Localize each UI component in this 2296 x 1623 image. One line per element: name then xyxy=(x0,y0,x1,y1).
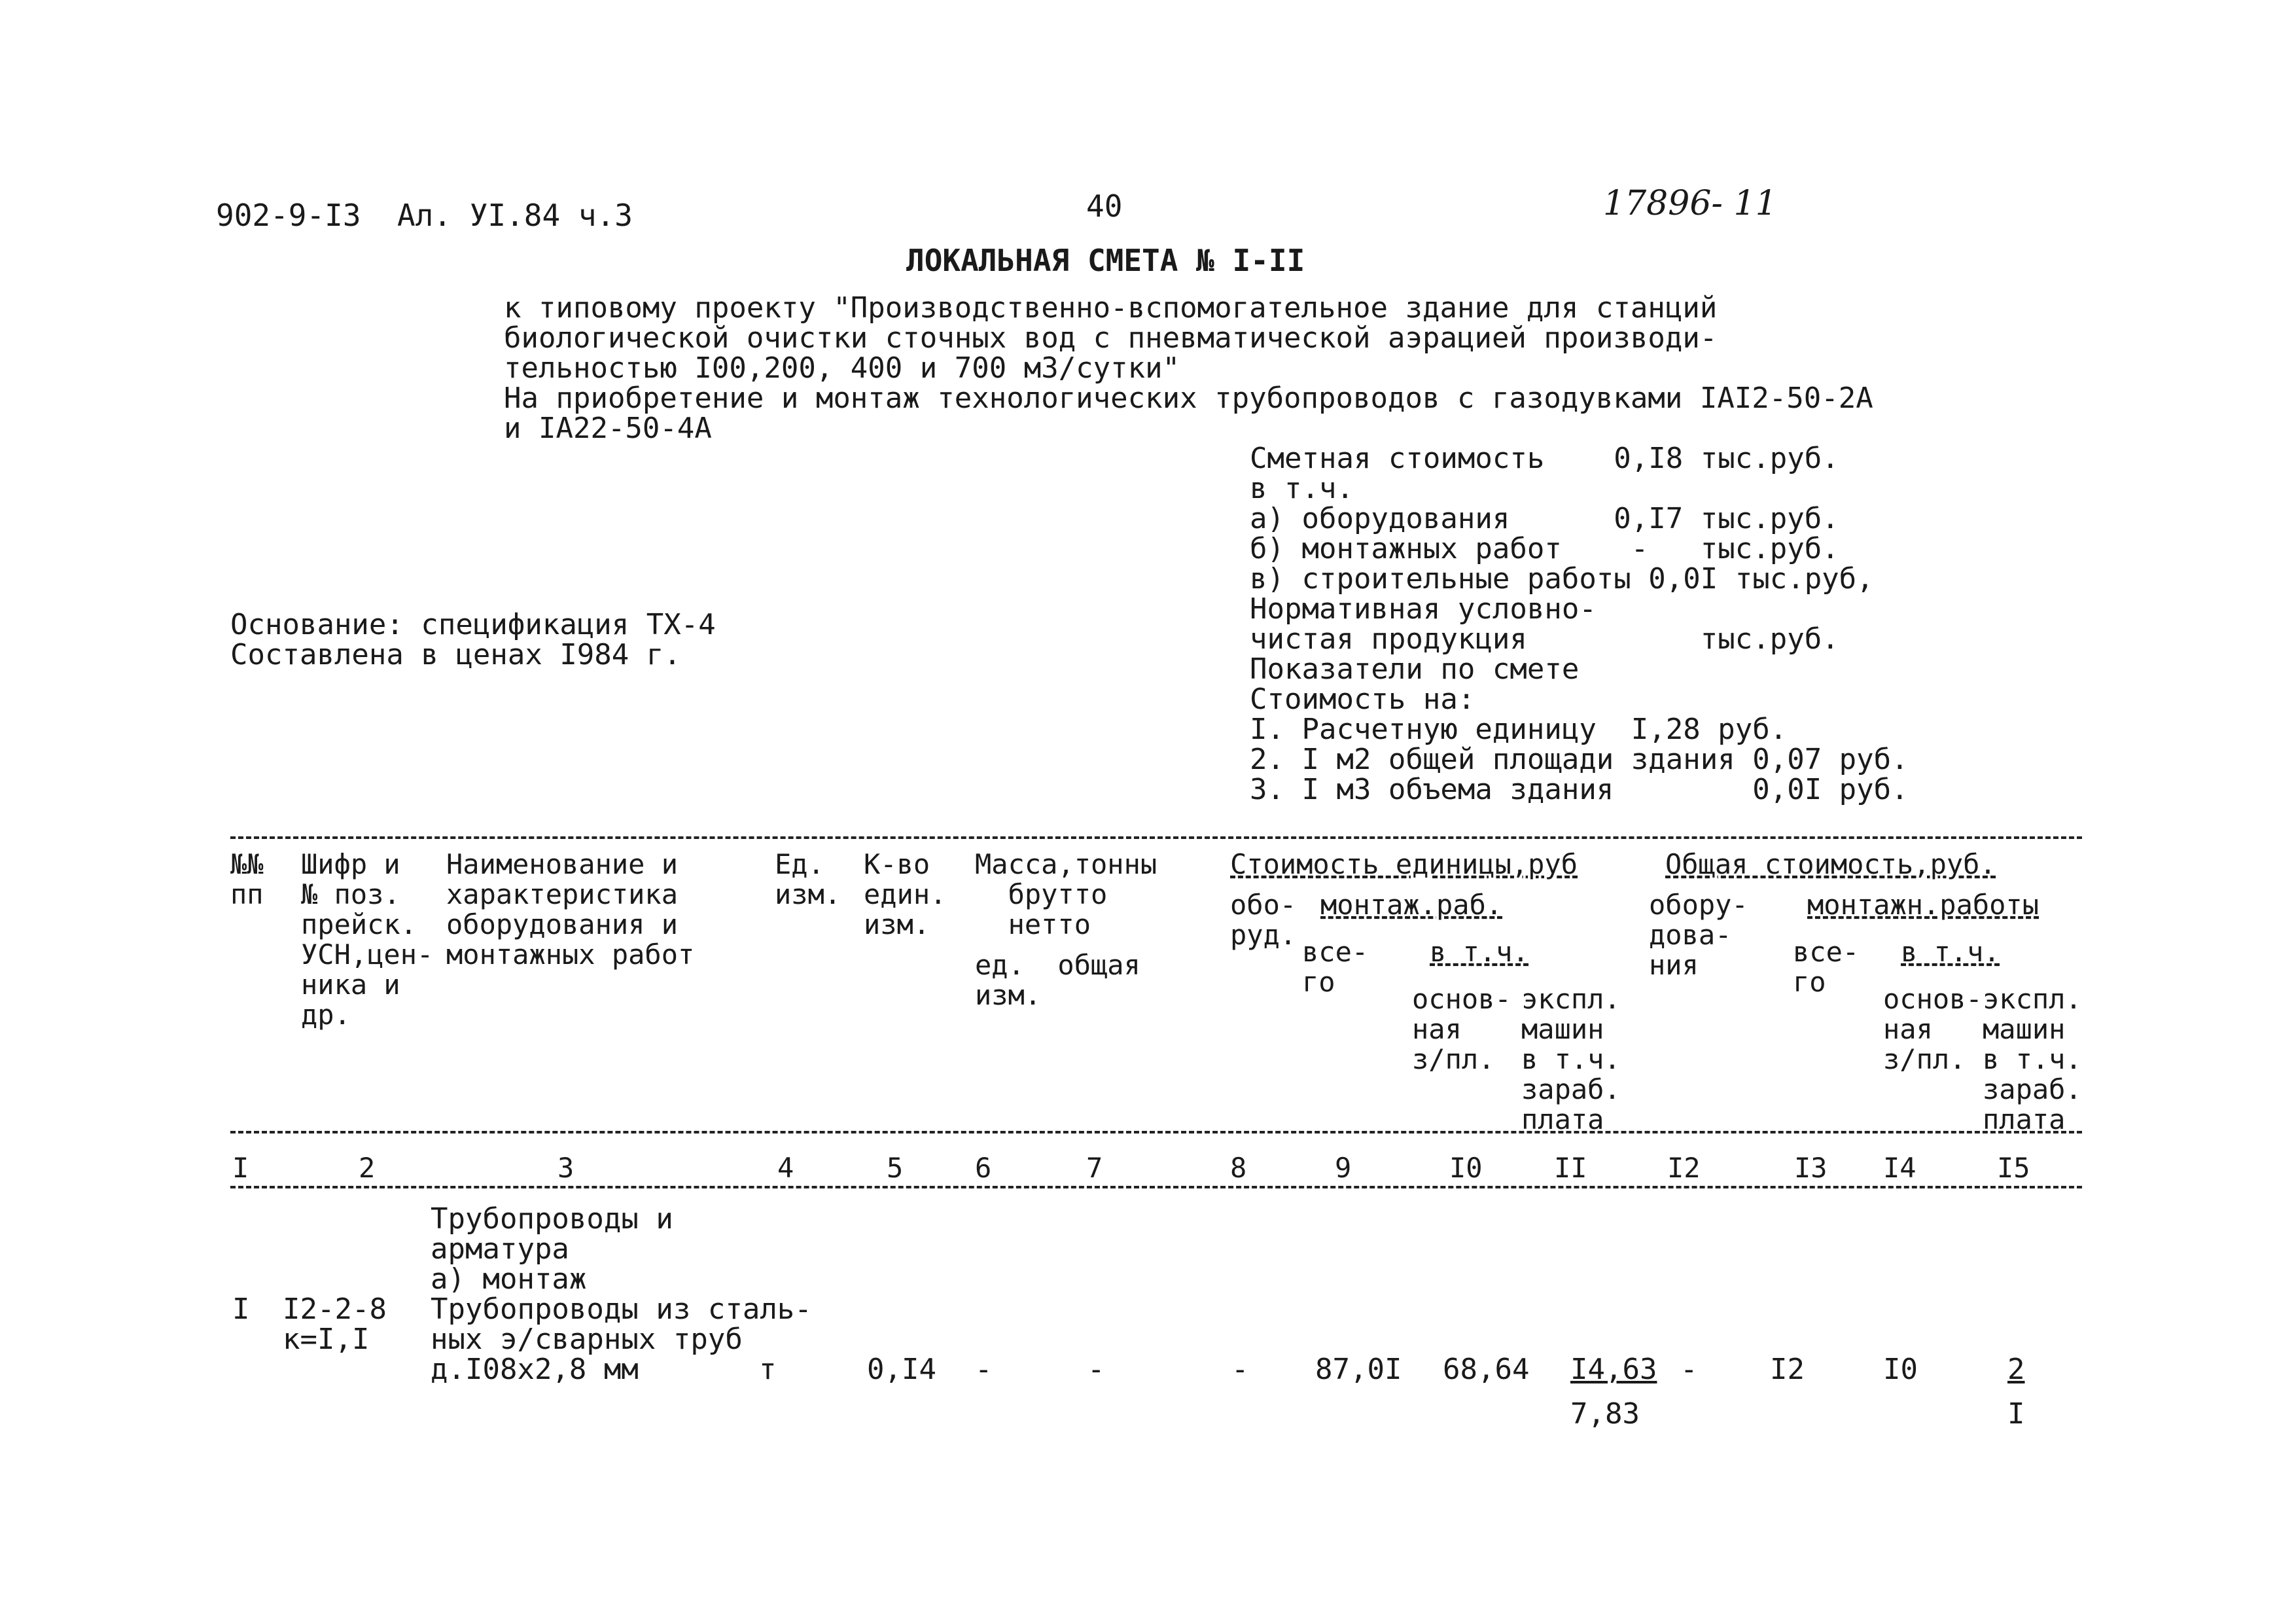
column-number: 2 xyxy=(359,1152,376,1184)
row-mass-unit: - xyxy=(975,1353,993,1386)
basis-line-1: Основание: спецификация ТХ-4 xyxy=(230,608,716,641)
row-total-install: I2 xyxy=(1770,1353,1805,1386)
basis-line-2: Составлена в ценах I984 г. xyxy=(230,638,681,671)
cost-line: чистая продукция тыс.руб. xyxy=(1250,622,1839,656)
header-col-9-top: монтаж.раб. xyxy=(1320,889,1503,921)
column-number: 5 xyxy=(887,1152,904,1184)
row-equipment-cost: - xyxy=(1231,1353,1249,1386)
cost-line: Нормативная условно- xyxy=(1250,592,1597,626)
column-number: 9 xyxy=(1335,1152,1352,1184)
header-unit-cost: Стоимость единицы,руб xyxy=(1230,848,1578,880)
row-machines: I4,63 xyxy=(1570,1353,1657,1386)
row-number: I xyxy=(232,1293,250,1326)
cost-line: в т.ч. xyxy=(1250,472,1354,505)
intro-line-4: На приобретение и монтаж технологических трубопроводов с газодувками IAI2-50-2A xyxy=(504,382,1873,415)
header-col-4: Ед. изм. xyxy=(775,848,841,910)
cost-line: Стоимость на: xyxy=(1250,683,1475,716)
intro-line-1: к типовому проекту "Производственно-вспомогательное здание для станций xyxy=(504,291,1718,325)
column-number: I4 xyxy=(1883,1152,1916,1184)
table-header-rule xyxy=(230,1131,2082,1133)
row-quantity: 0,I4 xyxy=(867,1353,936,1386)
row-name: Трубопроводы из сталь- ных э/сварных труб д.I08х2,8 мм xyxy=(431,1293,812,1386)
cost-line: 2. I м2 общей площади здания 0,07 руб. xyxy=(1250,743,1909,776)
cost-line: Сметная стоимость 0,I8 тыс.руб. xyxy=(1250,442,1839,475)
header-col-14-top: в т.ч. xyxy=(1901,936,2000,968)
cost-line: 3. I м3 объема здания 0,0I руб. xyxy=(1250,773,1909,806)
column-numbers-rule xyxy=(230,1186,2082,1188)
header-col-13-top: монтажн.работы xyxy=(1807,889,2040,921)
intro-line-5: и IA22-50-4A xyxy=(504,412,712,445)
column-number: 7 xyxy=(1086,1152,1103,1184)
header-col-8: обо- руд. xyxy=(1230,889,1297,951)
header-col-6: Масса,тонны брутто нетто xyxy=(975,848,1157,940)
header-col-10-top: в т.ч. xyxy=(1430,936,1529,968)
cost-line: в) строительные работы 0,0I тыс.руб, xyxy=(1250,562,1874,596)
document-code: 902-9-I3 Ал. УI.84 ч.3 xyxy=(216,198,633,233)
column-number: I5 xyxy=(1997,1152,2030,1184)
header-col-9: все- го xyxy=(1302,936,1369,998)
section-title: Трубопроводы и арматура xyxy=(431,1202,673,1266)
header-col-10: основ- ная з/пл. xyxy=(1412,983,1511,1075)
intro-line-2: биологической очистки сточных вод с пневматической аэрацией производи- xyxy=(504,321,1718,355)
header-col-12: обору- дова- ния xyxy=(1649,889,1748,981)
cost-line: а) оборудования 0,I7 тыс.руб. xyxy=(1250,502,1839,535)
header-col-15: экспл. машин в т.ч. зараб. плата xyxy=(1983,983,2082,1135)
cost-line: I. Расчетную единицу I,28 руб. xyxy=(1250,713,1788,746)
row-total-equipment: - xyxy=(1680,1353,1698,1386)
column-number: II xyxy=(1554,1152,1587,1184)
row-machines-wage: 7,83 xyxy=(1570,1397,1640,1431)
column-number: I xyxy=(232,1152,249,1184)
header-col-5: К-во един. изм. xyxy=(864,848,947,940)
header-col-14: основ- ная з/пл. xyxy=(1883,983,1983,1075)
cost-line: Показатели по смете xyxy=(1250,652,1580,686)
header-col-1: №№ пп xyxy=(230,848,264,910)
header-col-2: Шифр и № поз. прейск. УСН,цен- ника и др. xyxy=(301,848,434,1031)
row-mass-total: - xyxy=(1087,1353,1105,1386)
header-col-6b: ед. общая изм. xyxy=(975,949,1140,1011)
column-number: I0 xyxy=(1449,1152,1483,1184)
intro-line-3: тельностью I00,200, 400 и 700 м3/сутки" xyxy=(504,351,1180,385)
column-number: 6 xyxy=(975,1152,992,1184)
column-number: 8 xyxy=(1230,1152,1247,1184)
column-number: 4 xyxy=(777,1152,794,1184)
cost-line: б) монтажных работ - тыс.руб. xyxy=(1250,532,1839,565)
handwritten-number: 17896- 11 xyxy=(1603,184,1777,223)
row-code: I2-2-8 к=I,I xyxy=(283,1293,387,1356)
column-number: I3 xyxy=(1794,1152,1828,1184)
row-install-total: 87,0I xyxy=(1315,1353,1402,1386)
column-number: I2 xyxy=(1667,1152,1701,1184)
row-unit: т xyxy=(759,1353,777,1386)
row-install-base-wage: 68,64 xyxy=(1443,1353,1530,1386)
page-number: 40 xyxy=(1086,188,1123,224)
document-title: ЛОКАЛЬНАЯ СМЕТА № I-II xyxy=(906,243,1305,278)
header-col-13: все- го xyxy=(1793,936,1860,998)
row-total-base-wage: I0 xyxy=(1883,1353,1918,1386)
header-col-11: экспл. машин в т.ч. зараб. плата xyxy=(1521,983,1621,1135)
header-col-3: Наименование и характеристика оборудования и монтажных работ xyxy=(446,848,695,971)
row-total-machines: 2 xyxy=(2007,1353,2025,1386)
header-total-cost: Общая стоимость,руб. xyxy=(1665,848,1996,880)
table-top-rule xyxy=(230,836,2082,839)
column-number: 3 xyxy=(557,1152,574,1184)
row-total-machines-wage: I xyxy=(2007,1397,2025,1431)
section-subtitle: а) монтаж xyxy=(431,1262,587,1296)
